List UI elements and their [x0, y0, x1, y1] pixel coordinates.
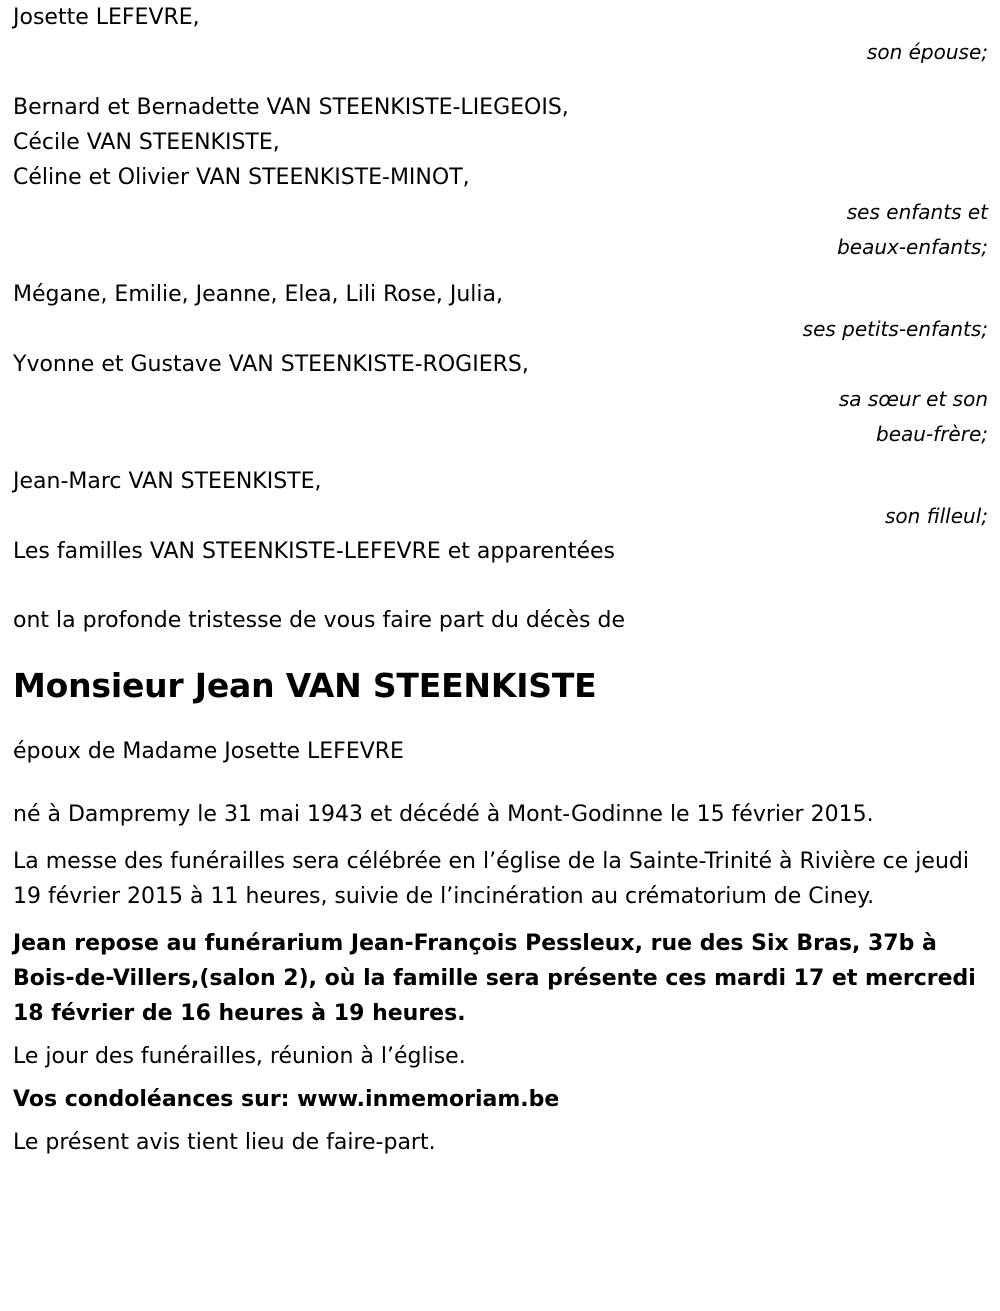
spacer	[13, 1117, 988, 1125]
funeral-mass-paragraph: La messe des funérailles sera célébrée en l’église de la Sainte-Trinité à Rivière ce jeudi 19 février 2015 à 11 heures, suivie de l’incinération au crématorium de Ciney.	[13, 849, 969, 909]
name-line: Mégane, Emilie, Jeanne, Elea, Lili Rose, Julia,	[13, 282, 504, 307]
condolences-line[interactable]: Vos condoléances sur: www.inmemoriam.be	[13, 1087, 560, 1112]
relation-names	[13, 90, 988, 195]
relation-role-line: son filleul;	[885, 504, 988, 528]
relation-block-children	[13, 90, 988, 265]
relation-names	[13, 464, 988, 499]
spacer	[13, 1074, 988, 1082]
spacer	[13, 569, 988, 603]
deceased-name-heading: Monsieur Jean VAN STEENKISTE	[13, 666, 597, 705]
name-line: Yvonne et Gustave VAN STEENKISTE-ROGIERS,	[13, 352, 529, 377]
spacer	[13, 638, 988, 666]
spacer	[13, 1031, 988, 1039]
spacer	[13, 914, 988, 926]
name-line: Bernard et Bernadette VAN STEENKISTE-LIEGEOIS,	[13, 95, 569, 120]
name-line: Jean-Marc VAN STEENKISTE,	[13, 469, 322, 494]
relation-names	[13, 0, 988, 35]
relation-role-line: ses petits-enfants;	[802, 317, 988, 341]
name-line: Josette LEFEVRE,	[13, 5, 200, 30]
relation-role-line: beau-frère;	[876, 422, 988, 446]
relation-role	[13, 312, 988, 347]
notice-footer-line: Le présent avis tient lieu de faire-part.	[13, 1130, 436, 1155]
spacer	[13, 832, 988, 844]
relation-names	[13, 277, 988, 312]
spacer	[13, 769, 988, 797]
relation-block-godson	[13, 464, 988, 534]
relation-names	[13, 347, 988, 382]
spacer	[13, 70, 988, 90]
birth-death-line: né à Dampremy le 31 mai 1943 et décédé à Mont-Godinne le 15 février 2015.	[13, 802, 874, 827]
relation-role-line: beaux-enfants;	[837, 235, 988, 259]
relation-block-spouse	[13, 0, 988, 70]
relation-role	[13, 382, 988, 452]
families-line: Les familles VAN STEENKISTE-LEFEVRE et apparentées	[13, 539, 615, 564]
relation-role	[13, 499, 988, 534]
relation-role	[13, 195, 988, 265]
relation-role-line: son épouse;	[866, 40, 988, 64]
relation-role-line: sa sœur et son	[838, 387, 988, 411]
relation-block-grandchildren	[13, 277, 988, 347]
spouse-line: époux de Madame Josette LEFEVRE	[13, 739, 404, 764]
name-line: Cécile VAN STEENKISTE,	[13, 130, 280, 155]
relation-role	[13, 35, 988, 70]
spacer	[13, 706, 988, 734]
funerarium-paragraph: Jean repose au funérarium Jean-François Pessleux, rue des Six Bras, 37b à Bois-de-Villers,(salon 2), où la famille sera présente ces mardi 17 et mercredi 18 février de 16 heures à 19 heures.	[13, 931, 976, 1026]
relation-block-sister	[13, 347, 988, 452]
name-line: Céline et Olivier VAN STEENKISTE-MINOT,	[13, 165, 470, 190]
relation-role-line: ses enfants et	[846, 200, 988, 224]
notice-content	[13, 0, 988, 1160]
spacer	[13, 265, 988, 277]
reunion-line: Le jour des funérailles, réunion à l’église.	[13, 1044, 466, 1069]
announcement-text: ont la profonde tristesse de vous faire part du décès de	[13, 608, 625, 633]
spacer	[13, 452, 988, 464]
